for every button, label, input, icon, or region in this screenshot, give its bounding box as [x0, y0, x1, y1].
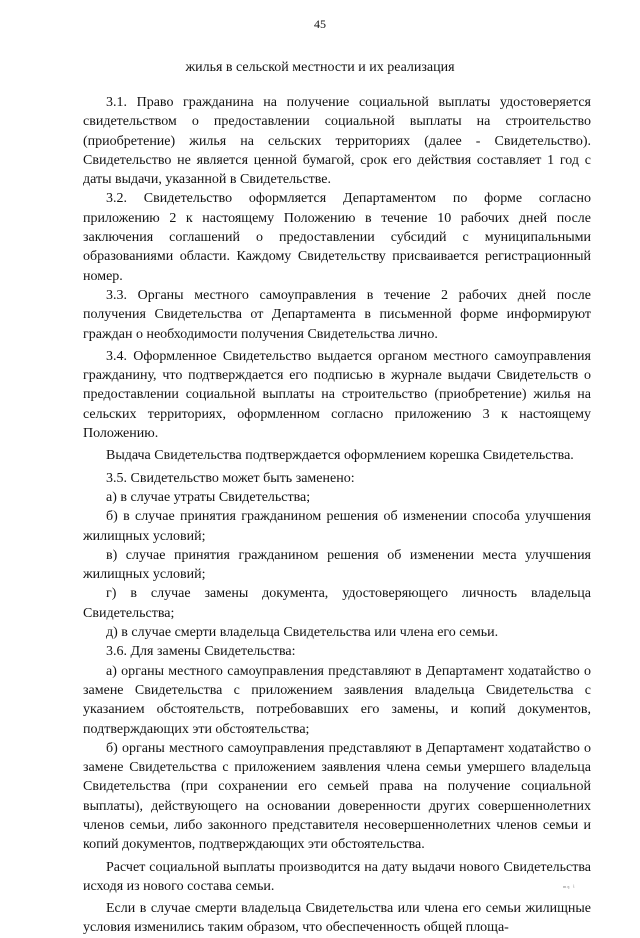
list-item-3-5-v: в) случае принятия гражданином решения об изменении места улучшения жилищных условий; [83, 547, 591, 583]
section-heading: жилья в сельской местности и их реализация [185, 60, 455, 75]
paragraph-3-1: 3.1. Право гражданина на получение социальной выплаты удостоверяется свидетельством о предоставлении социальной выплаты на строительство (приобретение) жилья на сельских территориях (далее - Свидетельство). Свидетельство не является ценной бумагой, срок его действия составляет 1 год с даты выдачи, указанной в Свидетельстве. [83, 95, 591, 188]
paragraph-issue-confirmation: Выдача Свидетельства подтверждается оформлением корешка Свидетельства. [106, 448, 574, 464]
list-item-3-6-b: б) органы местного самоуправления представляют в Департамент ходатайство о замене Свидетельства с приложением заявления члена семьи умершего владельца Свидетельства (при сохранении его семьей права на получение социальной выплаты), действующего на основании доверенности других совершеннолетних членов семьи, либо законного представителя несовершеннолетних членов семьи и копий документов, подтверждающих эти обстоятельства. [83, 740, 591, 853]
paragraph-3-6: 3.6. Для замены Свидетельства: [106, 644, 296, 660]
page-number: 45 [314, 17, 326, 31]
list-item-3-5-g: г) в случае замены документа, удостоверяющего личность владельца Свидетельства; [83, 586, 591, 621]
paragraph-3-2: 3.2. Свидетельство оформляется Департаментом по форме согласно приложению 2 к настоящему Положению в течение 10 рабочих дней после заключения соглашений о предоставлении субсидий с муниципальными образованиями области. Каждому Свидетельству присваивается регистрационный номер. [83, 191, 591, 284]
paragraph-3-4: 3.4. Оформленное Свидетельство выдается органом местного самоуправления гражданину, что подтверждается его подписью в журнале выдачи Свидетельств о предоставлении социальной выплаты на строительство (приобретение) жилья на сельских территориях, оформленном согласно приложению 3 к настоящему Положению. [83, 348, 591, 442]
list-item-3-6-a: а) органы местного самоуправления представляют в Департамент ходатайство о замене Свидетельства с приложением заявления владельца Свидетельства с указанием обстоятельств, потребовавших его замены, и копий документов, подтверждающих эти обстоятельства; [83, 663, 591, 737]
paragraph-death-case: Если в случае смерти владельца Свидетельства или члена его семьи жилищные условия изменились таким образом, что обеспеченность общей площа- [83, 901, 591, 936]
paragraph-3-5: 3.5. Свидетельство может быть заменено: [106, 470, 355, 486]
paragraph-payment-calculation: Расчет социальной выплаты производится на дату выдачи нового Свидетельства исходя из нового состава семьи. [83, 859, 591, 894]
paragraph-3-3: 3.3. Органы местного самоуправления в течение 2 рабочих дней после получения Свидетельства от Департамента в письменной форме информируют граждан о необходимости получения Свидетельства лично. [83, 287, 591, 342]
document-body [83, 93, 591, 938]
list-item-3-5-d: д) в случае смерти владельца Свидетельства или члена его семьи. [106, 625, 499, 641]
list-item-3-5-b: б) в случае принятия гражданином решения об изменении способа улучшения жилищных условий; [83, 509, 591, 544]
scan-footer-mark: ᵐᵑ ⁱ [563, 884, 576, 892]
list-item-3-5-a: а) в случае утраты Свидетельства; [106, 489, 311, 505]
